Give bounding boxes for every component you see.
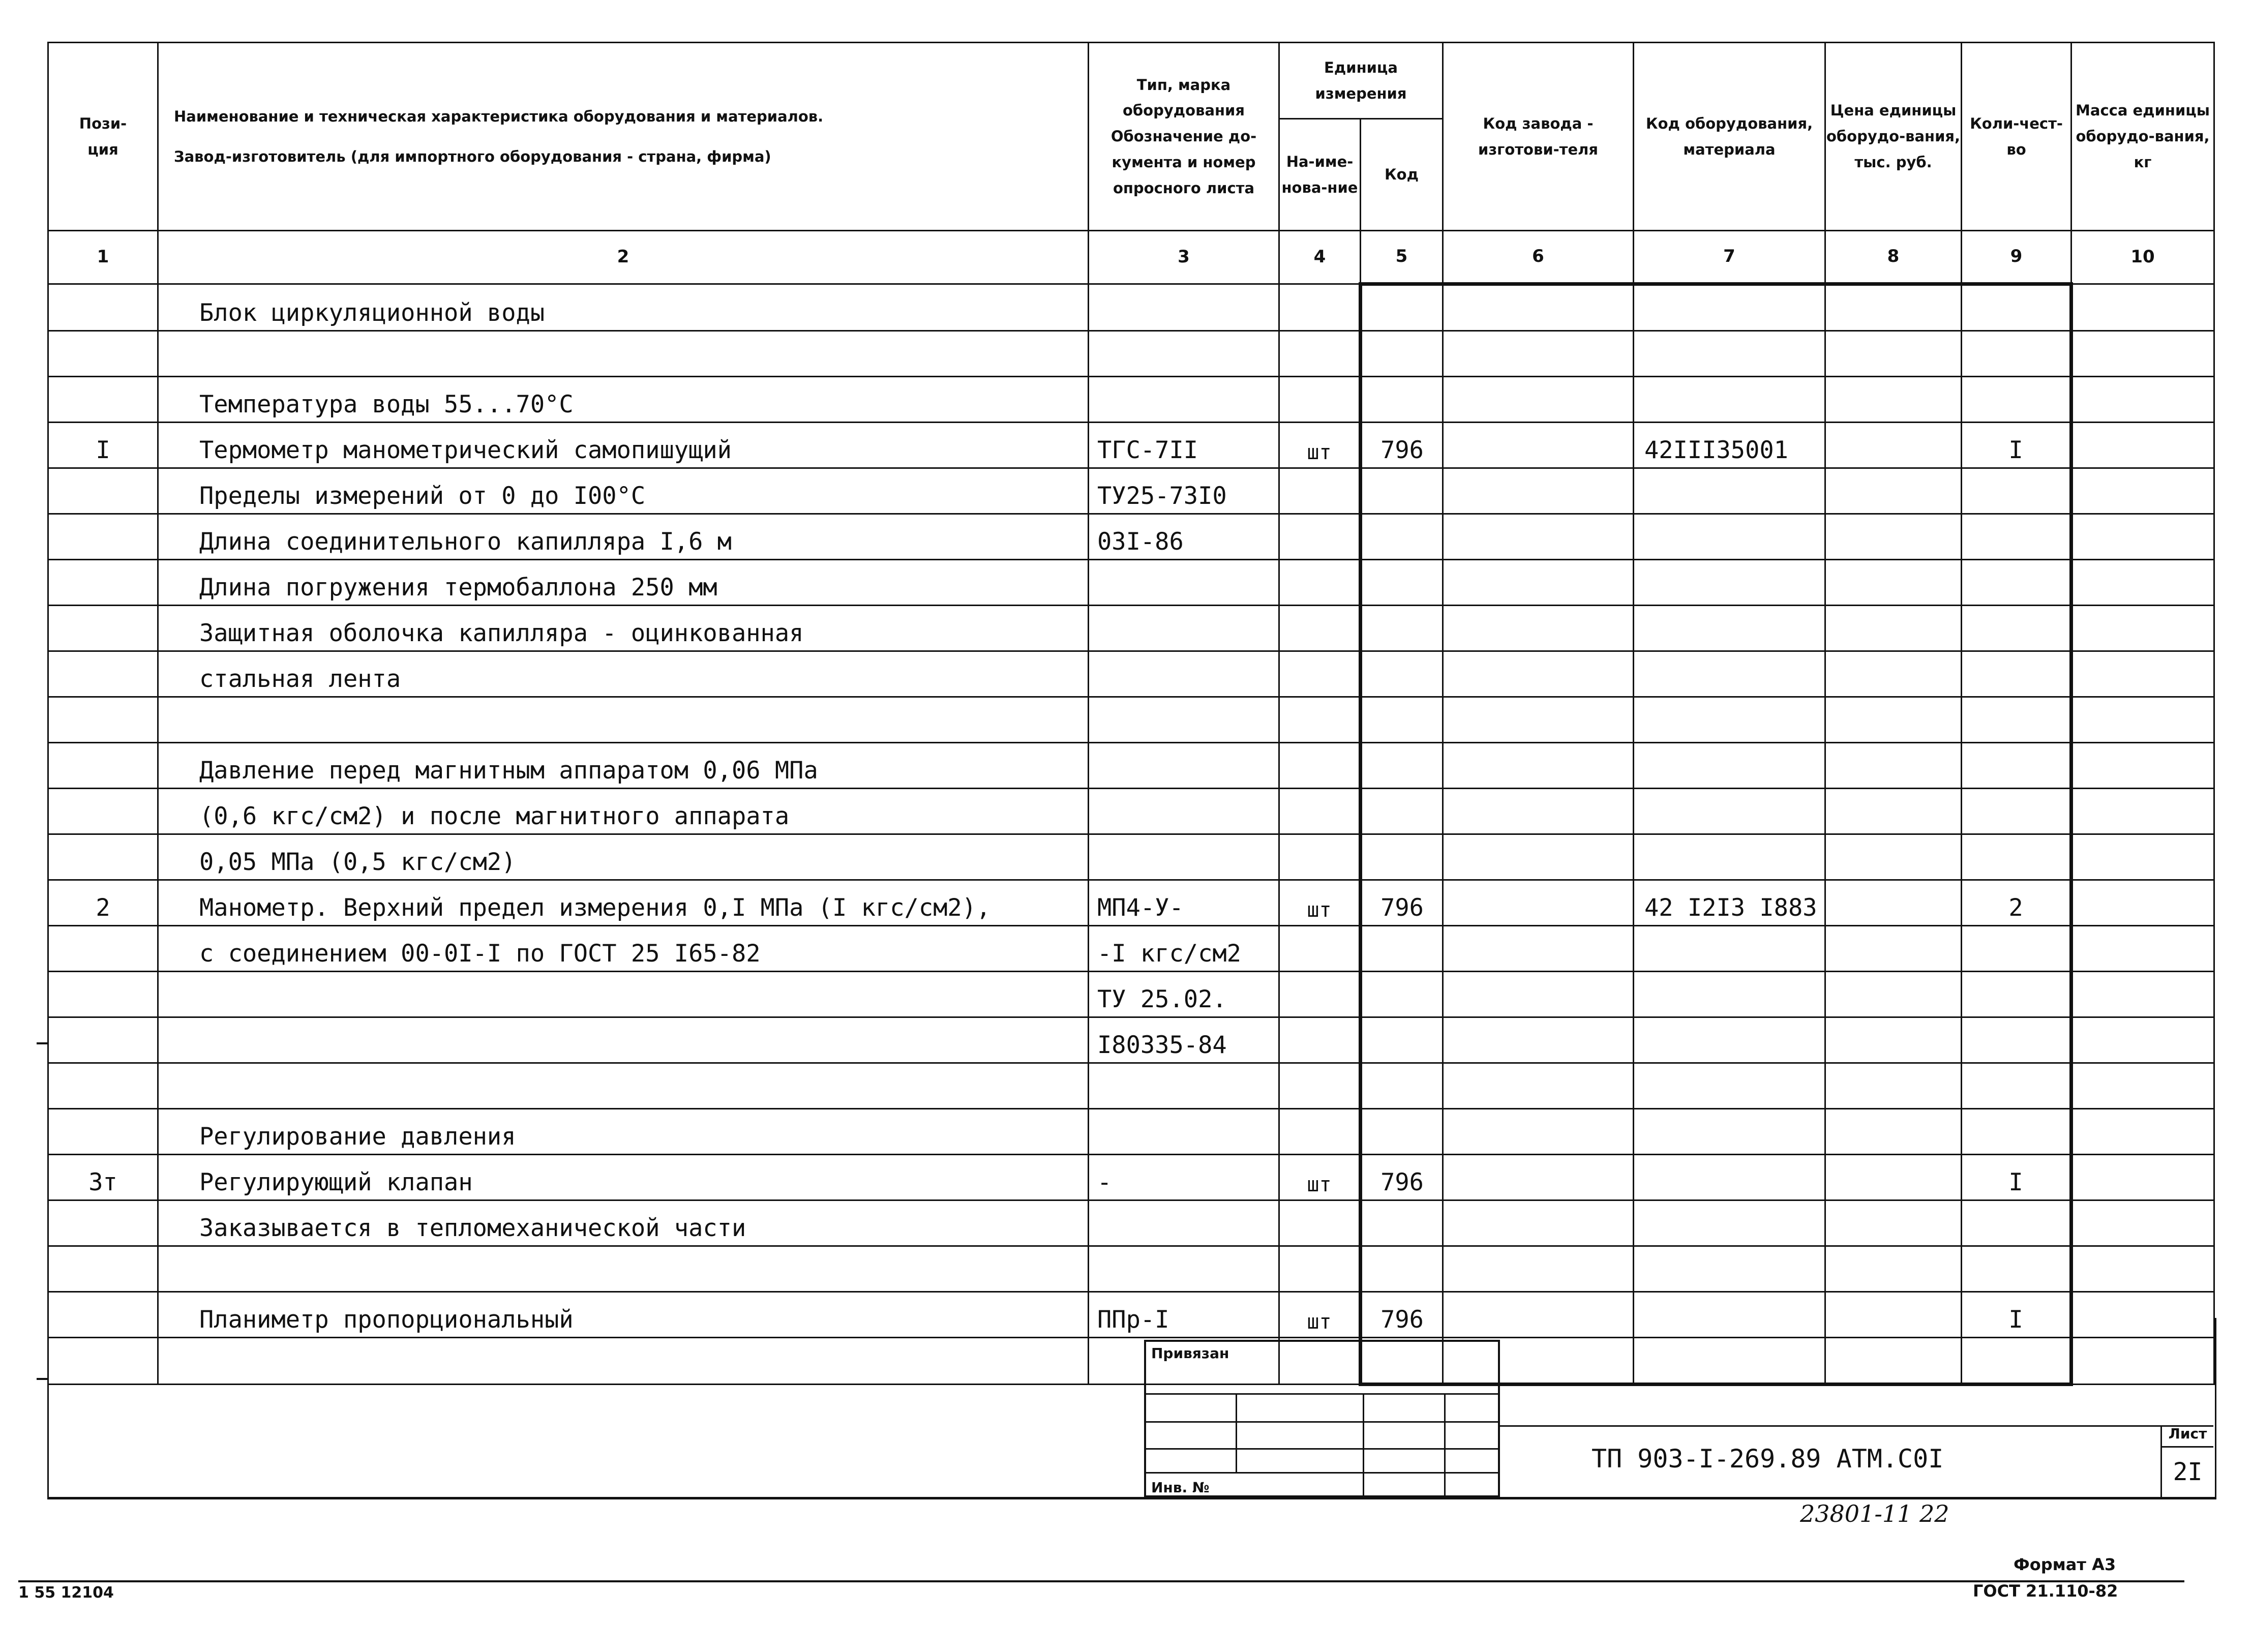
cell-type: ТГС-7II	[1089, 423, 1279, 468]
cell-type: I80335-84	[1089, 1017, 1279, 1063]
cell-name: Защитная оболочка капилляра - оцинкованная	[158, 606, 1089, 651]
cell-type: -	[1089, 1155, 1279, 1200]
table-row	[48, 926, 2214, 972]
cell-price	[1825, 514, 1962, 560]
cell-mass	[2071, 606, 2214, 651]
cell-equipment-code: 42III35001	[1634, 423, 1825, 468]
cell-quantity	[1962, 468, 2071, 514]
column-number: 7	[1634, 231, 1825, 284]
cell-unit-code	[1361, 1200, 1443, 1246]
header-unit-code: Код	[1361, 119, 1443, 231]
cell-unit-code	[1361, 560, 1443, 606]
cell-quantity	[1962, 834, 2071, 880]
cell-position	[48, 514, 158, 560]
cell-unit-code	[1361, 468, 1443, 514]
cell-equipment-code	[1634, 377, 1825, 423]
cell-position	[48, 468, 158, 514]
cell-type	[1089, 743, 1279, 789]
cell-unit-code	[1361, 789, 1443, 834]
cell-unit-name	[1279, 1109, 1361, 1155]
cell-mass	[2071, 284, 2214, 331]
cell-mass	[2071, 468, 2214, 514]
cell-name: Заказывается в тепломеханической части	[158, 1200, 1089, 1246]
cell-unit-name	[1279, 468, 1361, 514]
cell-mass	[2071, 926, 2214, 972]
cell-equipment-code	[1634, 651, 1825, 697]
stamp-divider	[1236, 1393, 1237, 1472]
cell-unit-code	[1361, 926, 1443, 972]
registration-number: 23801-11 22	[1800, 1500, 1949, 1527]
cell-maker-code	[1443, 789, 1634, 834]
cell-mass	[2071, 651, 2214, 697]
cell-price	[1825, 743, 1962, 789]
cell-unit-code	[1361, 834, 1443, 880]
cell-position	[48, 743, 158, 789]
cell-equipment-code	[1634, 606, 1825, 651]
cell-type	[1089, 377, 1279, 423]
stamp-inventory: Инв. №	[1151, 1479, 1210, 1496]
table-row	[48, 468, 2214, 514]
cell-unit-code	[1361, 1109, 1443, 1155]
cell-maker-code	[1443, 834, 1634, 880]
margin-tick	[37, 1378, 48, 1380]
cell-unit-code	[1361, 743, 1443, 789]
cell-name: Манометр. Верхний предел измерения 0,I МПа (I кгс/см2),	[158, 880, 1089, 926]
cell-price	[1825, 284, 1962, 331]
title-block-line	[1500, 1425, 2213, 1427]
header-price: Цена единицы оборудо-вания, тыс. руб.	[1825, 43, 1962, 231]
cell-name	[158, 1017, 1089, 1063]
cell-mass	[2071, 1109, 2214, 1155]
cell-name: Термометр манометрический самопишущий	[158, 423, 1089, 468]
cell-quantity	[1962, 514, 2071, 560]
cell-position	[48, 972, 158, 1017]
cell-price	[1825, 560, 1962, 606]
cell-unit-name	[1279, 743, 1361, 789]
cell-price	[1825, 789, 1962, 834]
table-row	[48, 606, 2214, 651]
cell-unit-code: 796	[1361, 880, 1443, 926]
cell-maker-code	[1443, 560, 1634, 606]
cell-type	[1089, 1200, 1279, 1246]
cell-type	[1089, 1246, 1279, 1292]
cell-unit-name	[1279, 1246, 1361, 1292]
cell-name: Температура воды 55...70°С	[158, 377, 1089, 423]
cell-maker-code	[1443, 1017, 1634, 1063]
cell-unit-code	[1361, 514, 1443, 560]
cell-position	[48, 789, 158, 834]
cell-position	[48, 1200, 158, 1246]
cell-price	[1825, 1063, 1962, 1109]
stamp-line	[1144, 1421, 1500, 1423]
cell-unit-code	[1361, 331, 1443, 377]
cell-type: ТУ25-73I0	[1089, 468, 1279, 514]
cell-mass	[2071, 697, 2214, 743]
table-row	[48, 284, 2214, 331]
cell-maker-code	[1443, 972, 1634, 1017]
cell-unit-code	[1361, 697, 1443, 743]
cell-mass	[2071, 560, 2214, 606]
cell-position	[48, 1063, 158, 1109]
cell-price	[1825, 1155, 1962, 1200]
table-row	[48, 1200, 2214, 1246]
cell-name: с соединением 00-0I-I по ГОСТ 25 I65-82	[158, 926, 1089, 972]
cell-mass	[2071, 789, 2214, 834]
cell-quantity	[1962, 1063, 2071, 1109]
cell-mass	[2071, 743, 2214, 789]
gost-standard: ГОСТ 21.110-82	[1973, 1581, 2118, 1601]
cell-maker-code	[1443, 1063, 1634, 1109]
cell-quantity	[1962, 926, 2071, 972]
cell-equipment-code	[1634, 972, 1825, 1017]
cell-position	[48, 834, 158, 880]
document-number: ТП 903-I-269.89 АТМ.С0I	[1592, 1444, 1944, 1474]
cell-unit-code	[1361, 377, 1443, 423]
cell-position	[48, 1109, 158, 1155]
cell-price	[1825, 377, 1962, 423]
table-row	[48, 331, 2214, 377]
cell-quantity	[1962, 651, 2071, 697]
column-number: 5	[1361, 231, 1443, 284]
cell-unit-code	[1361, 1246, 1443, 1292]
cell-quantity	[1962, 606, 2071, 651]
cell-equipment-code	[1634, 284, 1825, 331]
cell-type: 03I-86	[1089, 514, 1279, 560]
cell-name: Длина погружения термобаллона 250 мм	[158, 560, 1089, 606]
cell-position	[48, 1017, 158, 1063]
cell-price	[1825, 1017, 1962, 1063]
cell-unit-name	[1279, 284, 1361, 331]
cell-name: стальная лента	[158, 651, 1089, 697]
cell-quantity	[1962, 560, 2071, 606]
cell-quantity: 2	[1962, 880, 2071, 926]
cell-unit-name	[1279, 651, 1361, 697]
header-type: Тип, марка оборудования Обозначение до-кумента и номер опросного листа	[1089, 43, 1279, 231]
cell-equipment-code	[1634, 331, 1825, 377]
column-number: 9	[1962, 231, 2071, 284]
cell-unit-name	[1279, 926, 1361, 972]
cell-price	[1825, 423, 1962, 468]
cell-position	[48, 560, 158, 606]
cell-quantity: I	[1962, 423, 2071, 468]
header-position: Пози- ция	[48, 43, 158, 231]
cell-name: Пределы измерений от 0 до I00°С	[158, 468, 1089, 514]
cell-quantity	[1962, 697, 2071, 743]
cell-equipment-code	[1634, 1063, 1825, 1109]
cell-position	[48, 284, 158, 331]
cell-maker-code	[1443, 743, 1634, 789]
cell-unit-name: шт	[1279, 1292, 1361, 1338]
stamp-line	[1144, 1448, 1500, 1450]
cell-price	[1825, 697, 1962, 743]
sheet-label: Лист	[2160, 1425, 2213, 1448]
cell-maker-code	[1443, 377, 1634, 423]
cell-quantity	[1962, 1109, 2071, 1155]
cell-position	[48, 926, 158, 972]
cell-maker-code	[1443, 651, 1634, 697]
cell-quantity	[1962, 972, 2071, 1017]
cell-price	[1825, 1200, 1962, 1246]
cell-equipment-code	[1634, 560, 1825, 606]
cell-quantity	[1962, 377, 2071, 423]
cell-maker-code	[1443, 423, 1634, 468]
cell-equipment-code	[1634, 926, 1825, 972]
cell-type	[1089, 697, 1279, 743]
cell-maker-code	[1443, 1155, 1634, 1200]
cell-name	[158, 331, 1089, 377]
cell-mass	[2071, 1063, 2214, 1109]
cell-maker-code	[1443, 880, 1634, 926]
header-name-line2: Завод-изготовитель (для импортного оборудования - страна, фирма)	[174, 147, 771, 165]
table-row	[48, 834, 2214, 880]
table-row	[48, 972, 2214, 1017]
header-name	[158, 43, 1089, 231]
binding-stamp	[1144, 1340, 1500, 1497]
cell-name: Планиметр пропорциональный	[158, 1292, 1089, 1338]
cell-position	[48, 651, 158, 697]
table-row	[48, 423, 2214, 468]
cell-mass	[2071, 1017, 2214, 1063]
column-number: 10	[2071, 231, 2214, 284]
cell-unit-name	[1279, 972, 1361, 1017]
cell-unit-name: шт	[1279, 880, 1361, 926]
cell-unit-name	[1279, 331, 1361, 377]
cell-quantity	[1962, 1017, 2071, 1063]
table-row	[48, 789, 2214, 834]
table-row	[48, 560, 2214, 606]
cell-equipment-code	[1634, 1200, 1825, 1246]
cell-unit-code	[1361, 651, 1443, 697]
cell-equipment-code	[1634, 697, 1825, 743]
cell-name: Регулирование давления	[158, 1109, 1089, 1155]
cell-quantity	[1962, 331, 2071, 377]
column-number: 8	[1825, 231, 1962, 284]
margin-tick	[37, 1042, 48, 1044]
cell-type	[1089, 284, 1279, 331]
cell-unit-name	[1279, 606, 1361, 651]
cell-equipment-code	[1634, 1155, 1825, 1200]
cell-unit-code	[1361, 284, 1443, 331]
cell-unit-name	[1279, 377, 1361, 423]
cell-type	[1089, 1109, 1279, 1155]
stamp-line	[1144, 1393, 1500, 1395]
cell-type	[1089, 560, 1279, 606]
cell-name	[158, 972, 1089, 1017]
cell-name	[158, 1246, 1089, 1292]
cell-maker-code	[1443, 1246, 1634, 1292]
table-row	[48, 697, 2214, 743]
cell-price	[1825, 834, 1962, 880]
cell-name: Длина соединительного капилляра I,6 м	[158, 514, 1089, 560]
cell-price	[1825, 880, 1962, 926]
stamp-title: Привязан	[1151, 1345, 1229, 1362]
cell-equipment-code	[1634, 834, 1825, 880]
table-row	[48, 514, 2214, 560]
cell-name: Давление перед магнитным аппаратом 0,06 МПа	[158, 743, 1089, 789]
cell-quantity	[1962, 1200, 2071, 1246]
cell-price	[1825, 468, 1962, 514]
cell-mass	[2071, 1200, 2214, 1246]
cell-position: 3т	[48, 1155, 158, 1200]
cell-equipment-code	[1634, 1246, 1825, 1292]
cell-type: МП4-У-	[1089, 880, 1279, 926]
cell-unit-name	[1279, 560, 1361, 606]
cell-unit-name	[1279, 834, 1361, 880]
column-number: 1	[48, 231, 158, 284]
cell-position	[48, 377, 158, 423]
table-row	[48, 1109, 2214, 1155]
cell-unit-code	[1361, 1017, 1443, 1063]
cell-type	[1089, 789, 1279, 834]
cell-price	[1825, 926, 1962, 972]
sheet-number: 2I	[2160, 1448, 2213, 1497]
cell-mass	[2071, 1246, 2214, 1292]
cell-position: I	[48, 423, 158, 468]
cell-position	[48, 1246, 158, 1292]
cell-type: -I кгс/см2	[1089, 926, 1279, 972]
cell-name: 0,05 МПа (0,5 кгс/см2)	[158, 834, 1089, 880]
cell-type	[1089, 606, 1279, 651]
cell-mass	[2071, 972, 2214, 1017]
header-name-line1: Наименование и техническая характеристика оборудования и материалов.	[174, 108, 824, 126]
cell-price	[1825, 1109, 1962, 1155]
cell-unit-name: шт	[1279, 1155, 1361, 1200]
cell-mass	[2071, 1155, 2214, 1200]
column-number: 3	[1089, 231, 1279, 284]
cell-price	[1825, 331, 1962, 377]
cell-maker-code	[1443, 606, 1634, 651]
cell-unit-name	[1279, 697, 1361, 743]
cell-maker-code	[1443, 331, 1634, 377]
cell-mass	[2071, 377, 2214, 423]
cell-type	[1089, 834, 1279, 880]
cell-quantity	[1962, 743, 2071, 789]
table-row	[48, 651, 2214, 697]
stamp-line	[1144, 1472, 1500, 1474]
cell-quantity: I	[1962, 1292, 2071, 1338]
cell-unit-code	[1361, 606, 1443, 651]
header-quantity: Коли-чест-во	[1962, 43, 2071, 231]
cell-maker-code	[1443, 926, 1634, 972]
cell-quantity	[1962, 284, 2071, 331]
cell-position	[48, 697, 158, 743]
cell-maker-code	[1443, 284, 1634, 331]
cell-name	[158, 1063, 1089, 1109]
cell-unit-name	[1279, 1200, 1361, 1246]
cell-unit-name	[1279, 789, 1361, 834]
cell-price	[1825, 1246, 1962, 1292]
bottom-border	[18, 1580, 2184, 1582]
cell-equipment-code	[1634, 789, 1825, 834]
cell-unit-code	[1361, 972, 1443, 1017]
column-number: 6	[1443, 231, 1634, 284]
cell-type: ТУ 25.02.	[1089, 972, 1279, 1017]
cell-type	[1089, 331, 1279, 377]
header-unit-group: Единица измерения	[1279, 43, 1443, 119]
cell-equipment-code	[1634, 514, 1825, 560]
cell-unit-name	[1279, 1063, 1361, 1109]
column-number: 4	[1279, 231, 1361, 284]
column-number: 2	[158, 231, 1089, 284]
cell-unit-code: 796	[1361, 423, 1443, 468]
specification-table	[47, 42, 2215, 1386]
cell-name: Блок циркуляционной воды	[158, 284, 1089, 331]
table-row	[48, 1246, 2214, 1292]
table-row	[48, 377, 2214, 423]
cell-equipment-code	[1634, 468, 1825, 514]
cell-maker-code	[1443, 1109, 1634, 1155]
cell-equipment-code	[1634, 1109, 1825, 1155]
cell-unit-name	[1279, 514, 1361, 560]
cell-price	[1825, 606, 1962, 651]
cell-equipment-code	[1634, 1017, 1825, 1063]
cell-equipment-code	[1634, 743, 1825, 789]
table-row	[48, 1155, 2214, 1200]
cell-maker-code	[1443, 1200, 1634, 1246]
cell-maker-code	[1443, 468, 1634, 514]
cell-mass	[2071, 423, 2214, 468]
cell-unit-name: шт	[1279, 423, 1361, 468]
stamp-divider	[1444, 1393, 1446, 1497]
cell-maker-code	[1443, 697, 1634, 743]
cell-mass	[2071, 834, 2214, 880]
cell-unit-code	[1361, 1063, 1443, 1109]
table-row	[48, 1017, 2214, 1063]
cell-equipment-code: 42 I2I3 I883	[1634, 880, 1825, 926]
cell-type	[1089, 1063, 1279, 1109]
cell-position	[48, 606, 158, 651]
cell-position	[48, 331, 158, 377]
cell-price	[1825, 972, 1962, 1017]
cell-unit-code: 796	[1361, 1155, 1443, 1200]
header-equipment-code: Код оборудования, материала	[1634, 43, 1825, 231]
header-maker-code: Код завода - изготови-теля	[1443, 43, 1634, 231]
cell-type	[1089, 651, 1279, 697]
cell-unit-name	[1279, 1017, 1361, 1063]
table-row	[48, 1063, 2214, 1109]
cell-mass	[2071, 514, 2214, 560]
table-row	[48, 743, 2214, 789]
cell-name: (0,6 кгс/см2) и после магнитного аппарата	[158, 789, 1089, 834]
cell-name	[158, 697, 1089, 743]
cell-name: Регулирующий клапан	[158, 1155, 1089, 1200]
cell-quantity: I	[1962, 1155, 2071, 1200]
cell-quantity	[1962, 1246, 2071, 1292]
cell-type: ППр-I	[1089, 1292, 1279, 1338]
cell-price	[1825, 651, 1962, 697]
cell-maker-code	[1443, 514, 1634, 560]
cell-mass	[2071, 880, 2214, 926]
table-row	[48, 880, 2214, 926]
header-mass: Масса единицы оборудо-вания, кг	[2071, 43, 2214, 231]
cell-unit-code: 796	[1361, 1292, 1443, 1338]
cell-quantity	[1962, 789, 2071, 834]
stamp-divider	[1363, 1393, 1364, 1497]
archive-number: 1 55 12104	[18, 1584, 114, 1602]
cell-position: 2	[48, 880, 158, 926]
header-unit-name: На-име-нова-ние	[1279, 119, 1361, 231]
cell-mass	[2071, 331, 2214, 377]
sheet-format: Формат А3	[2014, 1555, 2116, 1574]
